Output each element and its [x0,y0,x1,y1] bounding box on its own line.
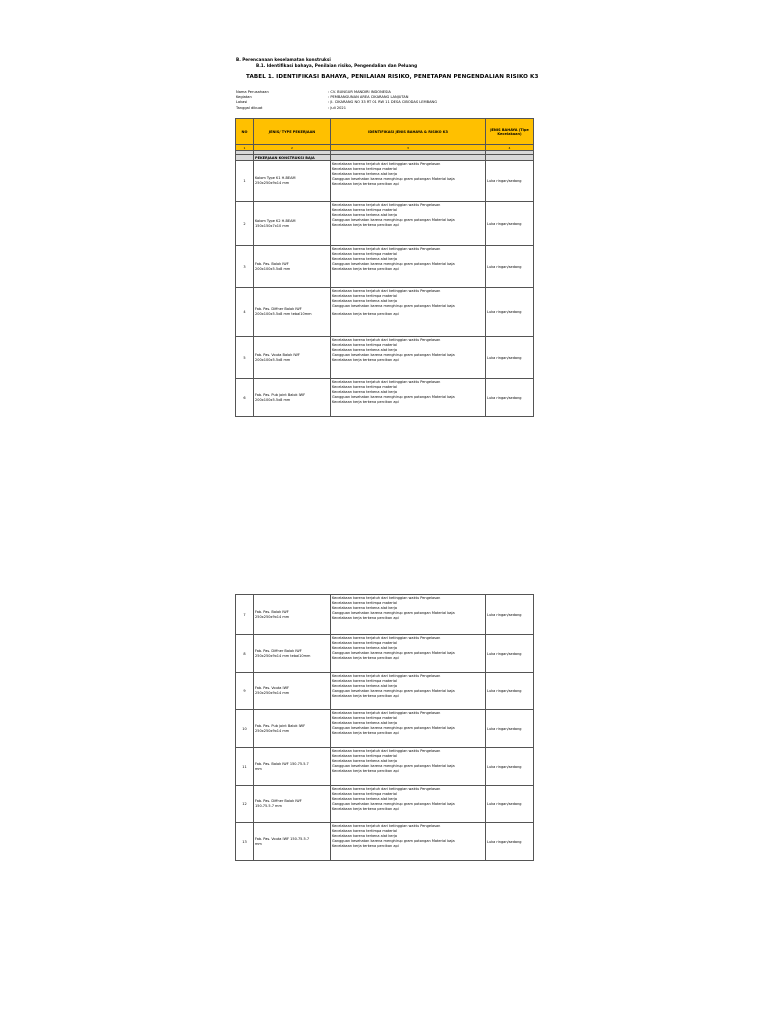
work-type: Kolom Type K2 H-BEAM 150x150x7x10 mm [254,202,331,246]
row-number: 9 [236,673,254,710]
col-number: 1 [236,145,254,151]
table-row [236,823,534,861]
hazard-item: Gangguan kesehatan karena menghirup gram potongan Material baja [332,394,455,399]
hazard-item: Kecelakaan karena terkena alat kerja [332,605,398,610]
hazard-list [331,246,486,288]
table-row [236,786,534,823]
row-number: 1 [236,161,254,202]
hazard-item: Kecelakaan karena terjatuh dari ketinggian waktu Pengelasan [332,203,441,207]
col-number: 4 [486,145,534,151]
meta-label: Nama Perusahaan [236,90,269,94]
hazard-list [331,161,486,202]
table-row [236,748,534,786]
hazard-item: Gangguan kesehatan karena menghirup gram potongan Material baja [332,176,455,181]
row-number: 8 [236,635,254,673]
hazard-item: Kecelakaan karena terkena alat kerja [332,833,398,838]
table-row [236,673,534,710]
hazard-item: Kecelakaan karena tertimpa material [332,678,397,683]
work-type: Fab. Pas. Vouta IWF 250x250x9x14 mm [254,673,331,710]
header-no: NO [236,119,254,145]
hazard-item: Gangguan kesehatan karena menghirup gram potongan Material baja [332,217,455,222]
hazard-item: Kecelakaan karena tertimpa material [332,342,397,347]
row-number: 5 [236,337,254,379]
hazard-item: Kecelakaan kerja terkena percikan api [332,615,399,620]
hazard-list [331,710,486,748]
hazard-item: Kecelakaan karena terkena alat kerja [332,796,398,801]
col-number: 3 [331,145,486,151]
hazard-item: Gangguan kesehatan karena menghirup gram potongan Material baja [332,763,455,768]
row-number: 6 [236,379,254,417]
hazard-item: Kecelakaan karena terkena alat kerja [332,720,398,725]
hazard-item: Kecelakaan karena terjatuh dari ketinggian waktu Pengelasan [332,596,441,600]
hazard-item: Kecelakaan karena terkena alat kerja [332,645,398,650]
hazard-table-page-2 [235,594,534,861]
meta-value: : Jl. CIKARANG NO 33 RT 01 RW 11 DESA CIBODAS LEMBANG [328,100,438,105]
table-row [236,710,534,748]
hazard-list [331,673,486,710]
hazard-item: Kecelakaan karena terjatuh dari ketinggian waktu Pengelasan [332,787,441,791]
hazard-item: Kecelakaan karena terjatuh dari ketinggian waktu Pengelasan [332,711,441,715]
hazard-item: Kecelakaan karena tertimpa material [332,715,397,720]
hazard-list [331,635,486,673]
meta-value: : Juli 2021 [328,105,346,110]
hazard-item: Kecelakaan karena tertimpa material [332,828,397,833]
hazard-item: Kecelakaan kerja terkena percikan api [332,730,399,735]
table-row [236,202,534,246]
work-type: Fab. Pas. Balok IWF 250x250x9x14 mm [254,595,331,635]
hazard-item: Kecelakaan karena terkena alat kerja [332,683,398,688]
hazard-item: Gangguan kesehatan karena menghirup gram potongan Material baja [332,610,455,615]
hazard-item: Kecelakaan kerja terkena percikan api [332,655,399,660]
injury-type: Luka ringan/sedang [486,202,534,246]
header-identifikasi-bahaya: IDENTIFIKASI JENIS BAHAYA & RISIKO K3 [331,119,486,145]
injury-type: Luka ringan/sedang [486,823,534,861]
table-row [236,161,534,202]
hazard-item: Gangguan kesehatan karena menghirup gram potongan Material baja [332,838,455,843]
hazard-item: Kecelakaan karena tertimpa material [332,791,397,796]
row-number: 4 [236,288,254,337]
table-row [236,595,534,635]
work-type: Kolom Type K1 H-BEAM 250x250x9x14 mm [254,161,331,202]
meta-value: : PEMBANGUNAN AREA CIKARANG LANJUTAN [328,95,409,100]
hazard-item: Kecelakaan karena terkena alat kerja [332,212,398,217]
hazard-item: Kecelakaan karena terjatuh dari ketinggian waktu Pengelasan [332,749,441,753]
hazard-item: Gangguan kesehatan karena menghirup gram potongan Material baja [332,688,455,693]
work-type: Fab. Pas. Pub joint Balok IWF 200x100x5.5x8 mm [254,379,331,417]
injury-type: Luka ringan/sedang [486,379,534,417]
hazard-item: Kecelakaan karena terjatuh dari ketinggian waktu Pengelasan [332,247,441,251]
header-jenis-bahaya: JENIS BAHAYA (Tipe Kecelakaan) [486,119,534,145]
work-type: Fab. Pas. Balok IWF 200x100x5.5x8 mm [254,246,331,288]
hazard-item: Kecelakaan karena tertimpa material [332,600,397,605]
injury-type: Luka ringan/sedang [486,710,534,748]
hazard-list [331,288,486,337]
row-number: 10 [236,710,254,748]
hazard-item: Kecelakaan kerja terkena percikan api [332,357,399,362]
hazard-item: Gangguan kesehatan karena menghirup gram potongan Material baja [332,261,455,266]
table-row [236,337,534,379]
hazard-item: Kecelakaan karena terkena alat kerja [332,389,398,394]
section-heading: B. Perencanaan keselamatan konstruksi [236,57,331,62]
hazard-item: Kecelakaan kerja terkena percikan api [332,693,399,698]
hazard-item: Kecelakaan kerja terkena percikan api [332,768,399,773]
hazard-item: Kecelakaan kerja terkena percikan api [332,266,399,271]
hazard-list [331,823,486,861]
table-row [236,379,534,417]
hazard-item: Kecelakaan karena terkena alat kerja [332,347,398,352]
header-jenis-pekerjaan: JENIS/ TYPE PEKERJAAN [254,119,331,145]
hazard-item: Kecelakaan karena tertimpa material [332,384,397,389]
hazard-item: Kecelakaan karena terjatuh dari ketinggian waktu Pengelasan [332,380,441,384]
row-number: 7 [236,595,254,635]
row-number: 2 [236,202,254,246]
injury-type: Luka ringan/sedang [486,288,534,337]
hazard-list [331,748,486,786]
hazard-list [331,337,486,379]
hazard-item: Gangguan kesehatan karena menghirup gram potongan Material baja [332,725,455,730]
hazard-item: Kecelakaan kerja terkena percikan api [332,312,399,317]
hazard-item: Kecelakaan karena terjatuh dari ketinggian waktu Pengelasan [332,338,441,342]
meta-label: Lokasi [236,100,248,105]
hazard-item: Kecelakaan kerja terkena percikan api [332,181,399,186]
hazard-list [331,202,486,246]
work-type: Fab. Pas. Diffner Balok IWF 200x100x5.5x8 mm tebal10mm [254,288,331,337]
hazard-item: Kecelakaan karena tertimpa material [332,166,397,171]
group-label: PEKERJAAN KONSTRUKSI BAJA [254,155,331,161]
meta-row [236,106,437,111]
row-number: 11 [236,748,254,786]
injury-type: Luka ringan/sedang [486,635,534,673]
work-type: Fab. Pas. Vouta Balok IWF 200x100x5.5x8 mm [254,337,331,379]
table-title: TABEL 1. IDENTIFIKASI BAHAYA, PENILAIAN RISIKO, PENETAPAN PENGENDALIAN RISIKO K3 [246,74,539,80]
work-type: Fab. Pas. Diffner Balok IWF 250x250x9x14 mm tebal10mm [254,635,331,673]
hazard-item: Kecelakaan karena tertimpa material [332,753,397,758]
work-type: Fab. Pas. Diffner Balok IWF 150.75.5.7 mm [254,786,331,823]
hazard-item: Gangguan kesehatan karena menghirup gram potongan Material baja [332,801,455,806]
hazard-item: Kecelakaan karena terkena alat kerja [332,256,398,261]
injury-type: Luka ringan/sedang [486,786,534,823]
hazard-item: Kecelakaan kerja terkena percikan api [332,806,399,811]
hazard-item: Kecelakaan karena terjatuh dari ketinggian waktu Pengelasan [332,824,441,828]
hazard-item: Kecelakaan kerja terkena percikan api [332,222,399,227]
row-number: 13 [236,823,254,861]
hazard-item: Kecelakaan karena tertimpa material [332,207,397,212]
hazard-list [331,595,486,635]
col-number: 2 [254,145,331,151]
hazard-table-page-1 [235,118,534,417]
hazard-item: Kecelakaan karena terkena alat kerja [332,758,398,763]
section-subheading: B.1. Identifikasi bahaya, Penilaian risiko, Pengendalian dan Peluang [256,63,418,68]
table-row [236,246,534,288]
hazard-item: Kecelakaan karena terjatuh dari ketinggian waktu Pengelasan [332,289,441,293]
table-row [236,288,534,337]
work-type: Fab. Pas. Pub joint Balok IWF 250x250x9x14 mm [254,710,331,748]
work-type: Fab. Pas. Balok IWF 150.75.5.7 mm [254,748,331,786]
hazard-item: Kecelakaan karena terjatuh dari ketinggian waktu Pengelasan [332,162,441,166]
hazard-item: Kecelakaan karena tertimpa material [332,251,397,256]
hazard-item: Kecelakaan karena terjatuh dari ketinggian waktu Pengelasan [332,674,441,678]
meta-value: : CV. BUNGUR MANDIRI INDONESIA [328,90,391,94]
hazard-item: Kecelakaan kerja terkena percikan api [332,399,399,404]
injury-type: Luka ringan/sedang [486,161,534,202]
injury-type: Luka ringan/sedang [486,595,534,635]
hazard-item: Kecelakaan karena tertimpa material [332,293,397,298]
meta-label: Kegiatan [236,95,252,100]
hazard-item: Kecelakaan karena terkena alat kerja [332,171,398,176]
hazard-item: Kecelakaan karena terkena alat kerja [332,298,398,303]
table-row [236,635,534,673]
row-number: 3 [236,246,254,288]
hazard-item: Kecelakaan karena tertimpa material [332,640,397,645]
injury-type: Luka ringan/sedang [486,337,534,379]
hazard-item: Kecelakaan kerja terkena percikan api [332,843,399,848]
row-number: 12 [236,786,254,823]
document-meta [236,90,437,111]
hazard-item: Gangguan kesehatan karena menghirup gram potongan Material baja [332,303,455,308]
injury-type: Luka ringan/sedang [486,673,534,710]
injury-type: Luka ringan/sedang [486,246,534,288]
meta-label: Tanggal dibuat [236,105,263,110]
hazard-list [331,786,486,823]
hazard-item: Gangguan kesehatan karena menghirup gram potongan Material baja [332,352,455,357]
hazard-item: Gangguan kesehatan karena menghirup gram potongan Material baja [332,650,455,655]
injury-type: Luka ringan/sedang [486,748,534,786]
work-type: Fab. Pas. Vouta IWF 150.75.5.7 mm [254,823,331,861]
hazard-item: Kecelakaan karena terjatuh dari ketinggian waktu Pengelasan [332,636,441,640]
hazard-list [331,379,486,417]
